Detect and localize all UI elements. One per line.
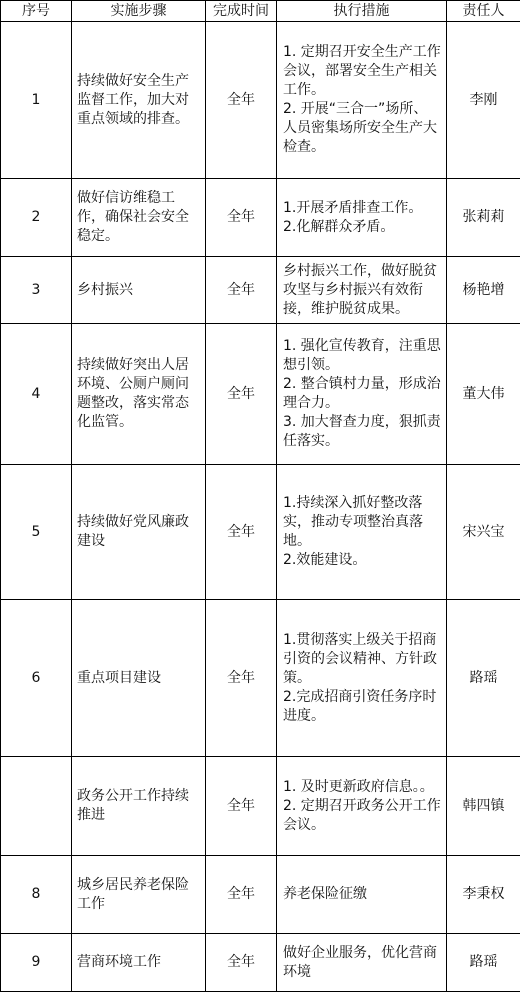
row-step [72, 465, 206, 600]
header-row [1, 1, 520, 22]
row-measures [277, 324, 447, 465]
header-index: 序号 [1, 1, 72, 22]
row-owner: 韩四镇 [447, 757, 520, 856]
row-step [72, 179, 206, 257]
row-index: 5 [1, 465, 72, 600]
row-time: 全年 [206, 324, 277, 465]
measure-item: 2.化解群众矛盾。 [283, 218, 395, 235]
row-owner: 张莉莉 [447, 179, 520, 257]
row-step-text: 乡村振兴 [77, 281, 133, 298]
row-step-text: 营商环境工作 [77, 954, 161, 970]
measure-item: 2. 定期召开政务公开工作会议。 [283, 797, 441, 833]
row-measures [277, 757, 447, 856]
table-row [1, 757, 520, 856]
row-index: 2 [1, 179, 72, 257]
row-time: 全年 [206, 856, 277, 934]
header-step: 实施步骤 [72, 1, 206, 22]
row-owner: 杨艳增 [447, 257, 520, 324]
row-time: 全年 [206, 465, 277, 600]
row-step [72, 22, 206, 179]
row-step [72, 757, 206, 856]
header-measures: 执行措施 [277, 1, 447, 22]
row-time: 全年 [206, 257, 277, 324]
row-owner: 宋兴宝 [447, 465, 520, 600]
row-step-text: 政务公开工作持续推进 [77, 788, 189, 823]
measure-item: 做好企业服务，优化营商环境 [283, 944, 437, 980]
row-owner: 李刚 [447, 22, 520, 179]
row-index: 9 [1, 934, 72, 992]
row-owner: 李秉权 [447, 856, 520, 934]
row-step [72, 257, 206, 324]
row-step-text: 持续做好突出人居环境、公厕户厕问题整改，落实常态化监管。 [77, 357, 189, 430]
measure-item: 1.贯彻落实上级关于招商引资的会议精神、方针政策。 [283, 631, 437, 686]
row-step-text: 持续做好党风廉政建设 [77, 514, 189, 549]
table-row [1, 324, 520, 465]
measure-item: 2.效能建设。 [283, 552, 367, 568]
row-owner: 路瑶 [447, 600, 520, 757]
row-measures [277, 600, 447, 757]
row-time: 全年 [206, 22, 277, 179]
row-measures [277, 465, 447, 600]
row-index: 1 [1, 22, 72, 179]
table-row [1, 600, 520, 757]
measure-item: 2. 开展“三合一”场所、人员密集场所安全生产大检查。 [283, 101, 437, 155]
row-measures [277, 257, 447, 324]
row-index: 3 [1, 257, 72, 324]
row-time: 全年 [206, 600, 277, 757]
measure-item: 1. 定期召开安全生产工作会议，部署安全生产相关工作。 [283, 44, 441, 98]
row-measures [277, 22, 447, 179]
row-step [72, 934, 206, 992]
row-index: 4 [1, 324, 72, 465]
table-row [1, 465, 520, 600]
table-row [1, 257, 520, 324]
row-measures [277, 856, 447, 934]
measure-item: 1.持续深入抓好整改落实，推动专项整治真落地。 [283, 495, 423, 549]
row-step [72, 600, 206, 757]
measure-item: 2.完成招商引资任务序时进度。 [283, 688, 437, 724]
row-step-text: 重点项目建设 [77, 669, 161, 686]
row-step-text: 城乡居民养老保险工作 [77, 876, 189, 912]
row-time: 全年 [206, 934, 277, 992]
measure-item: 1.开展矛盾排查工作。 [283, 199, 423, 216]
table-row [1, 22, 520, 179]
row-measures [277, 179, 447, 257]
table-body [1, 22, 520, 992]
row-step-text: 做好信访维稳工作，确保社会安全稳定。 [77, 190, 189, 244]
table-row [1, 179, 520, 257]
row-time: 全年 [206, 757, 277, 856]
measure-item: 1. 及时更新政府信息。。 [283, 778, 434, 795]
row-measures [277, 934, 447, 992]
row-owner: 路瑶 [447, 934, 520, 992]
measure-item: 3. 加大督查力度，狠抓责任落实。 [283, 414, 441, 449]
measure-item: 乡村振兴工作，做好脱贫攻坚与乡村振兴有效衔接，维护脱贫成果。 [283, 262, 437, 317]
table-row [1, 856, 520, 934]
row-step-text: 持续做好安全生产监督工作，加大对重点领域的排查。 [77, 72, 189, 127]
row-index: 8 [1, 856, 72, 934]
measure-item: 2. 整合镇村力量，形成治理合力。 [283, 376, 441, 411]
row-index [1, 757, 72, 856]
row-step [72, 856, 206, 934]
header-owner: 责任人 [447, 1, 520, 22]
row-step [72, 324, 206, 465]
row-time: 全年 [206, 179, 277, 257]
measure-item: 养老保险征缴 [283, 886, 367, 902]
table-row [1, 934, 520, 992]
row-index: 6 [1, 600, 72, 757]
measure-item: 1. 强化宣传教育，注重思想引领。 [283, 338, 441, 373]
header-time: 完成时间 [206, 1, 277, 22]
row-owner: 董大伟 [447, 324, 520, 465]
